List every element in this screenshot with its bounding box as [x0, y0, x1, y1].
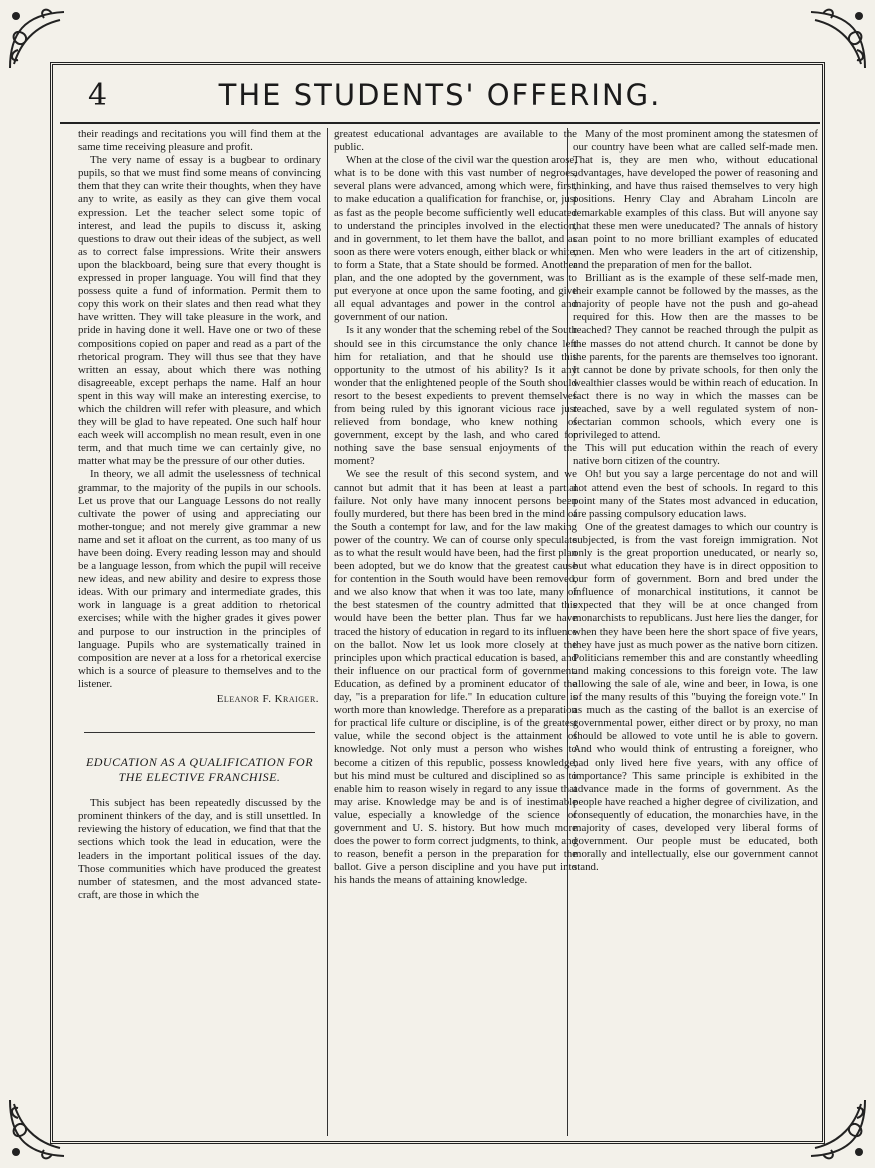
paragraph: In theory, we all admit the uselessness of technical grammar, to the majority of the pupils in our schools. Let us prove that our Language Lessons do not really cultivate the power of using and appreciating our mother-tongue; and not merely give grammar a new name and set it afloat on the current, as too many of us have been doing. Every reading lesson may and should be a language lesson, from which the pupil will receive new ideas, and new ability and desire to express those ideas. With our primary and intermediate grades, this work in language is a great addition to rhetorical exercises; while with the higher grades it gives power and purpose to our instruction in the principles of language. Pupils who are systematically trained in composition are never at a loss for a rhetorical exercise which is a source of pleasure to themselves and to the listener.	[78, 468, 321, 690]
paragraph: Oh! but you say a large percentage do not and will not attend even the best of schools. In regard to this point many of the States most advanced in education, are passing compulsory education laws.	[573, 468, 818, 520]
paragraph: We see the result of this second system, and we cannot but admit that it has been at least a partial failure. Not only have many innocent persons been foully murdered, but there has been bred in the mind of the South a contempt for law, and for the law making power of the country. We can of course only speculate as to what the result would have been, had the first plan been adopted, but we do know that the greatest cause for contention in the South would have been removed, and we also know that when it was too late, many of the best statesmen of the country admitted that this would have been the better plan. Thus far we have traced the history of education in regard to its influence on the ballot. Now let us look more closely at the principles upon which practical education is based, and their influence on our practical form of government. Education, as defined by a prominent educator of the day, "is a preparation for life." In education culture is worth more than knowledge. Therefore as a preparation for practical life culture or discipline, is of the greatest value, while the second object is the attainment of knowledge. Not only must a person who wishes to become a citizen of this republic, possess knowledge, but his mind must be cultured and disciplined so as to enable him to reason wisely in regard to any issue that may arise. Knowledge may be and is of inestimable value, especially a knowledge of the science of government and U. S. history. But how much more does the power to form correct judgments, to think, and to reason, benefit a person in the preparation for the ballot. Give a person discipline and you have put into his hands the means of attaining knowledge.	[334, 468, 577, 887]
column-3	[573, 128, 818, 1136]
author-signature: Eleanor F. Kraiger.	[216, 693, 319, 706]
paragraph: Many of the most prominent among the statesmen of our country have been what are called self-made men. That is, they are men who, without educational advantages, have developed the power of reasoning and thinking, and have thus raised themselves to very high positions. Henry Clay and Abraham Lincoln are remarkable examples of this class. But will anyone say that these men were uneducated? The annals of history can point to no more brilliant examples of educated men. Men who were leaders in the art of citizenship, and the preparation of men for the ballot.	[573, 128, 818, 271]
paragraph: This will put education within the reach of every native born citizen of the country.	[573, 442, 818, 468]
paragraph: their readings and recitations you will find them at the same time receiving pleasure and profit.	[78, 128, 321, 154]
page-number: 4	[88, 78, 108, 113]
paragraph: Brilliant as is the example of these self-made men, their example cannot be followed by the masses, as the majority of people have not the push and go-ahead required for this. How then are the masses to be reached? They cannot be reached through the pulpit as the masses do not attend church. It cannot be done by the parents, for the parents are themselves too ignorant. It cannot be done by private schools, for then only the wealthier classes would be within reach of education. In fact there is no way in which the masses can be reached, save by a well regulated system of non-sectarian common schools, which every one is privileged to attend.	[573, 272, 818, 442]
masthead	[60, 72, 820, 122]
paragraph: One of the greatest damages to which our country is subjected, is from the vast foreign immigration. Not only is the great proportion uneducated, or nearly so, but what education they have is in direct opposition to our form of government. Born and bred under the influence of monarchical institutions, it cannot be expected that they will be at once changed from monarchists to republicans. Just here lies the danger, for when they have been here the short space of five years, they have just as much power as the native born citizen. Politicians remember this and are constantly wheedling and making concessions to this foreign vote. The law allowing the sale of ale, wine and beer, in Iowa, is one of the many results of this "buying the foreign vote." In as much as the casting of the ballot is an exercise of governmental power, either direct or by proxy, no man should be allowed to vote until he is able to govern. And who would think of entrusting a foreigner, who had only lived here five years, with any office of importance? This same principle is exhibited in the advance made in the forms of government. As the people have reached a higher degree of civilization, and consequently of education, the monarchies have, in the majority of cases, developed very liberal forms of government. Our people must be educated, both morally and intellectually, else our government cannot stand.	[573, 520, 818, 874]
article-heading: EDUCATION AS A QUALIFICATION FOR THE ELECTIVE FRANCHISE.	[84, 732, 315, 785]
column-divider	[567, 128, 568, 1136]
paragraph: Is it any wonder that the scheming rebel of the South should see in this circumstance the only chance left him for retaliation, and that he should use this opportunity to the utmost of his ability? Is it any wonder that the enlightened people of the South should resort to the besest expedients to prevent themselves from being ruled by this ignorant vicious race just relieved from bondage, who knew nothing of government, except by the lash, and who cared for nothing save the base sensual enjoyments of the moment?	[334, 324, 577, 468]
column-divider	[327, 128, 328, 1136]
paper-title: THE STUDENTS' OFFERING.	[218, 78, 662, 112]
paragraph: When at the close of the civil war the question arose, what is to be done with this vast number of negroes, several plans were advanced, among which were, first, to make education a qualification for franchise, or, just as fast as the people become sufficiently well educated to understand the principles involved in the election, and in government, to let them have the ballot, and as soon as there were voters enough, either black or white, to form a State, that a State should be formed. Another plan, and the one adopted by the government, was to put everyone at once upon the same footing, and give all equal advantages and power in the control and government of our nation.	[334, 154, 577, 324]
text-columns	[78, 128, 818, 1136]
column-2	[334, 128, 577, 1136]
paragraph: This subject has been repeatedly discussed by the prominent thinkers of the day, and is still unsettled. In reviewing the history of education, we find that that the sections which took the lead in education, were the leaders in the important political issues of the day. Those communities which have produced the greatest number of statesmen, and the most advanced state-craft, are those in which the	[78, 797, 321, 901]
paragraph: greatest educational advantages are available to the public.	[334, 128, 577, 154]
column-1	[78, 128, 321, 1136]
masthead-rule	[60, 122, 820, 124]
paragraph: The very name of essay is a bugbear to ordinary pupils, so that we must find some means of convincing them that they can write their thoughts, when they have any to write, as easily as they can give them vocal expression. Let the teacher select some topic of interest, and lead the pupils to discuss it, asking questions to draw out their ideas of the subject, as well as to correct false impressions. Write their answers upon the blackboard, being sure that every thought is expressed in proper language. You will find that they possess quite a fund of information. Permit them to copy this work on their slates and then read what they have written. They will take pleasure in the work, and pride in having done it well. Have one or two of these compositions copied on paper and read as a part of the rhetorical program. They will thus see that they have written an essay, about which there was nothing disagreeable, except perhaps the name. Half an hour spent in this way will make an interesting exercise, to which the children will refer with pleasure, and which they will be glad to have repeated. One such half hour each week will accomplish no mean result, even in one term, and that much time we can certainly give, no matter what may be the pressure of our other duties.	[78, 154, 321, 468]
